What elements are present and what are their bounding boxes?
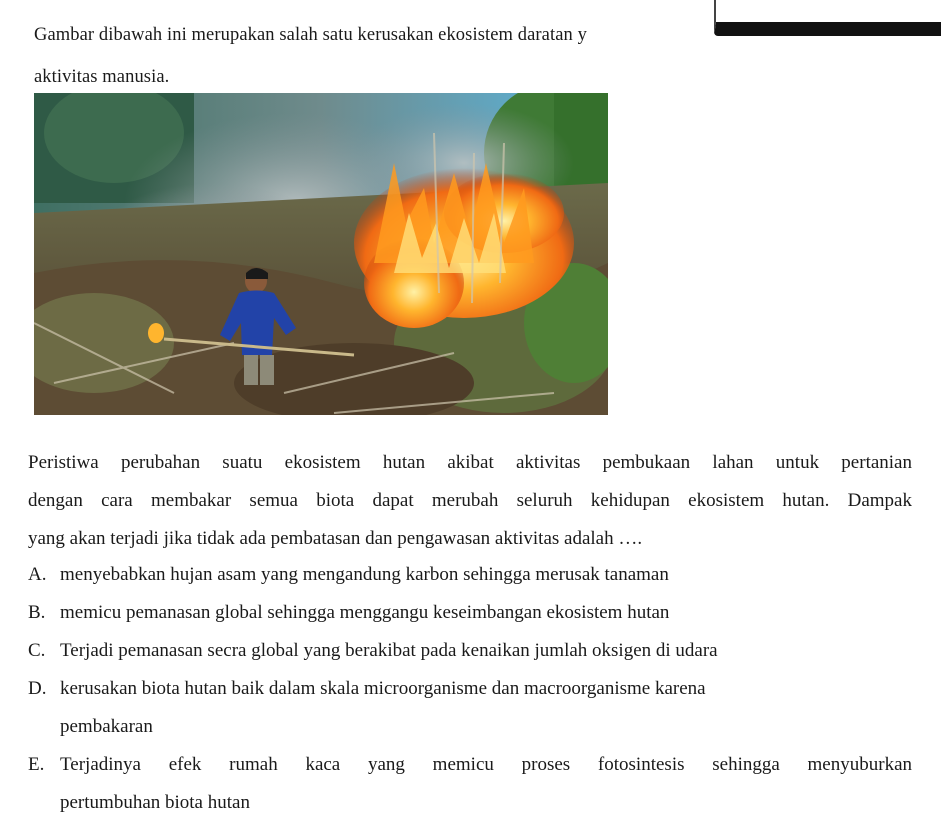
option-text-line-2: pertumbuhan biota hutan	[60, 792, 250, 813]
option-text: memicu pemanasan global sehingga menggangu keseimbangan ekosistem hutan	[60, 602, 670, 623]
option-a[interactable]	[28, 556, 912, 594]
option-text-line-1: kerusakan biota hutan baik dalam skala microorganisme dan macroorganisme karena	[60, 678, 706, 699]
option-letter: A.	[28, 564, 47, 585]
option-text-line-1: Terjadinya efek rumah kaca yang memicu proses fotosintesis sehingga menyuburkan	[60, 754, 912, 775]
question-line-2: dengan cara membakar semua biota dapat merubah seluruh kehidupan ekosistem hutan. Dampak	[28, 490, 912, 511]
option-e[interactable]	[28, 746, 912, 822]
question-line-3: yang akan terjadi jika tidak ada pembatasan dan pengawasan aktivitas adalah ….	[28, 528, 643, 549]
option-b[interactable]	[28, 594, 912, 632]
option-letter: C.	[28, 640, 46, 661]
option-letter: D.	[28, 678, 47, 699]
forest-fire-photo	[34, 93, 608, 415]
answer-options	[28, 556, 912, 822]
intro-text	[34, 14, 754, 98]
option-c[interactable]	[28, 632, 912, 670]
option-text: menyebabkan hujan asam yang mengandung karbon sehingga merusak tanaman	[60, 564, 669, 585]
photo-illustration	[34, 93, 608, 415]
question-line-1: Peristiwa perubahan suatu ekosistem hutan akibat aktivitas pembukaan lahan untuk pertanian	[28, 452, 912, 473]
intro-line-1: Gambar dibawah ini merupakan salah satu kerusakan ekosistem daratan y	[34, 25, 587, 45]
option-letter: E.	[28, 754, 45, 775]
option-text: Terjadi pemanasan secra global yang berakibat pada kenaikan jumlah oksigen di udara	[60, 640, 718, 661]
option-d[interactable]	[28, 670, 912, 746]
option-letter: B.	[28, 602, 46, 623]
question-text	[28, 444, 912, 558]
intro-line-2: aktivitas manusia.	[34, 67, 170, 87]
option-text-line-2: pembakaran	[60, 716, 153, 737]
